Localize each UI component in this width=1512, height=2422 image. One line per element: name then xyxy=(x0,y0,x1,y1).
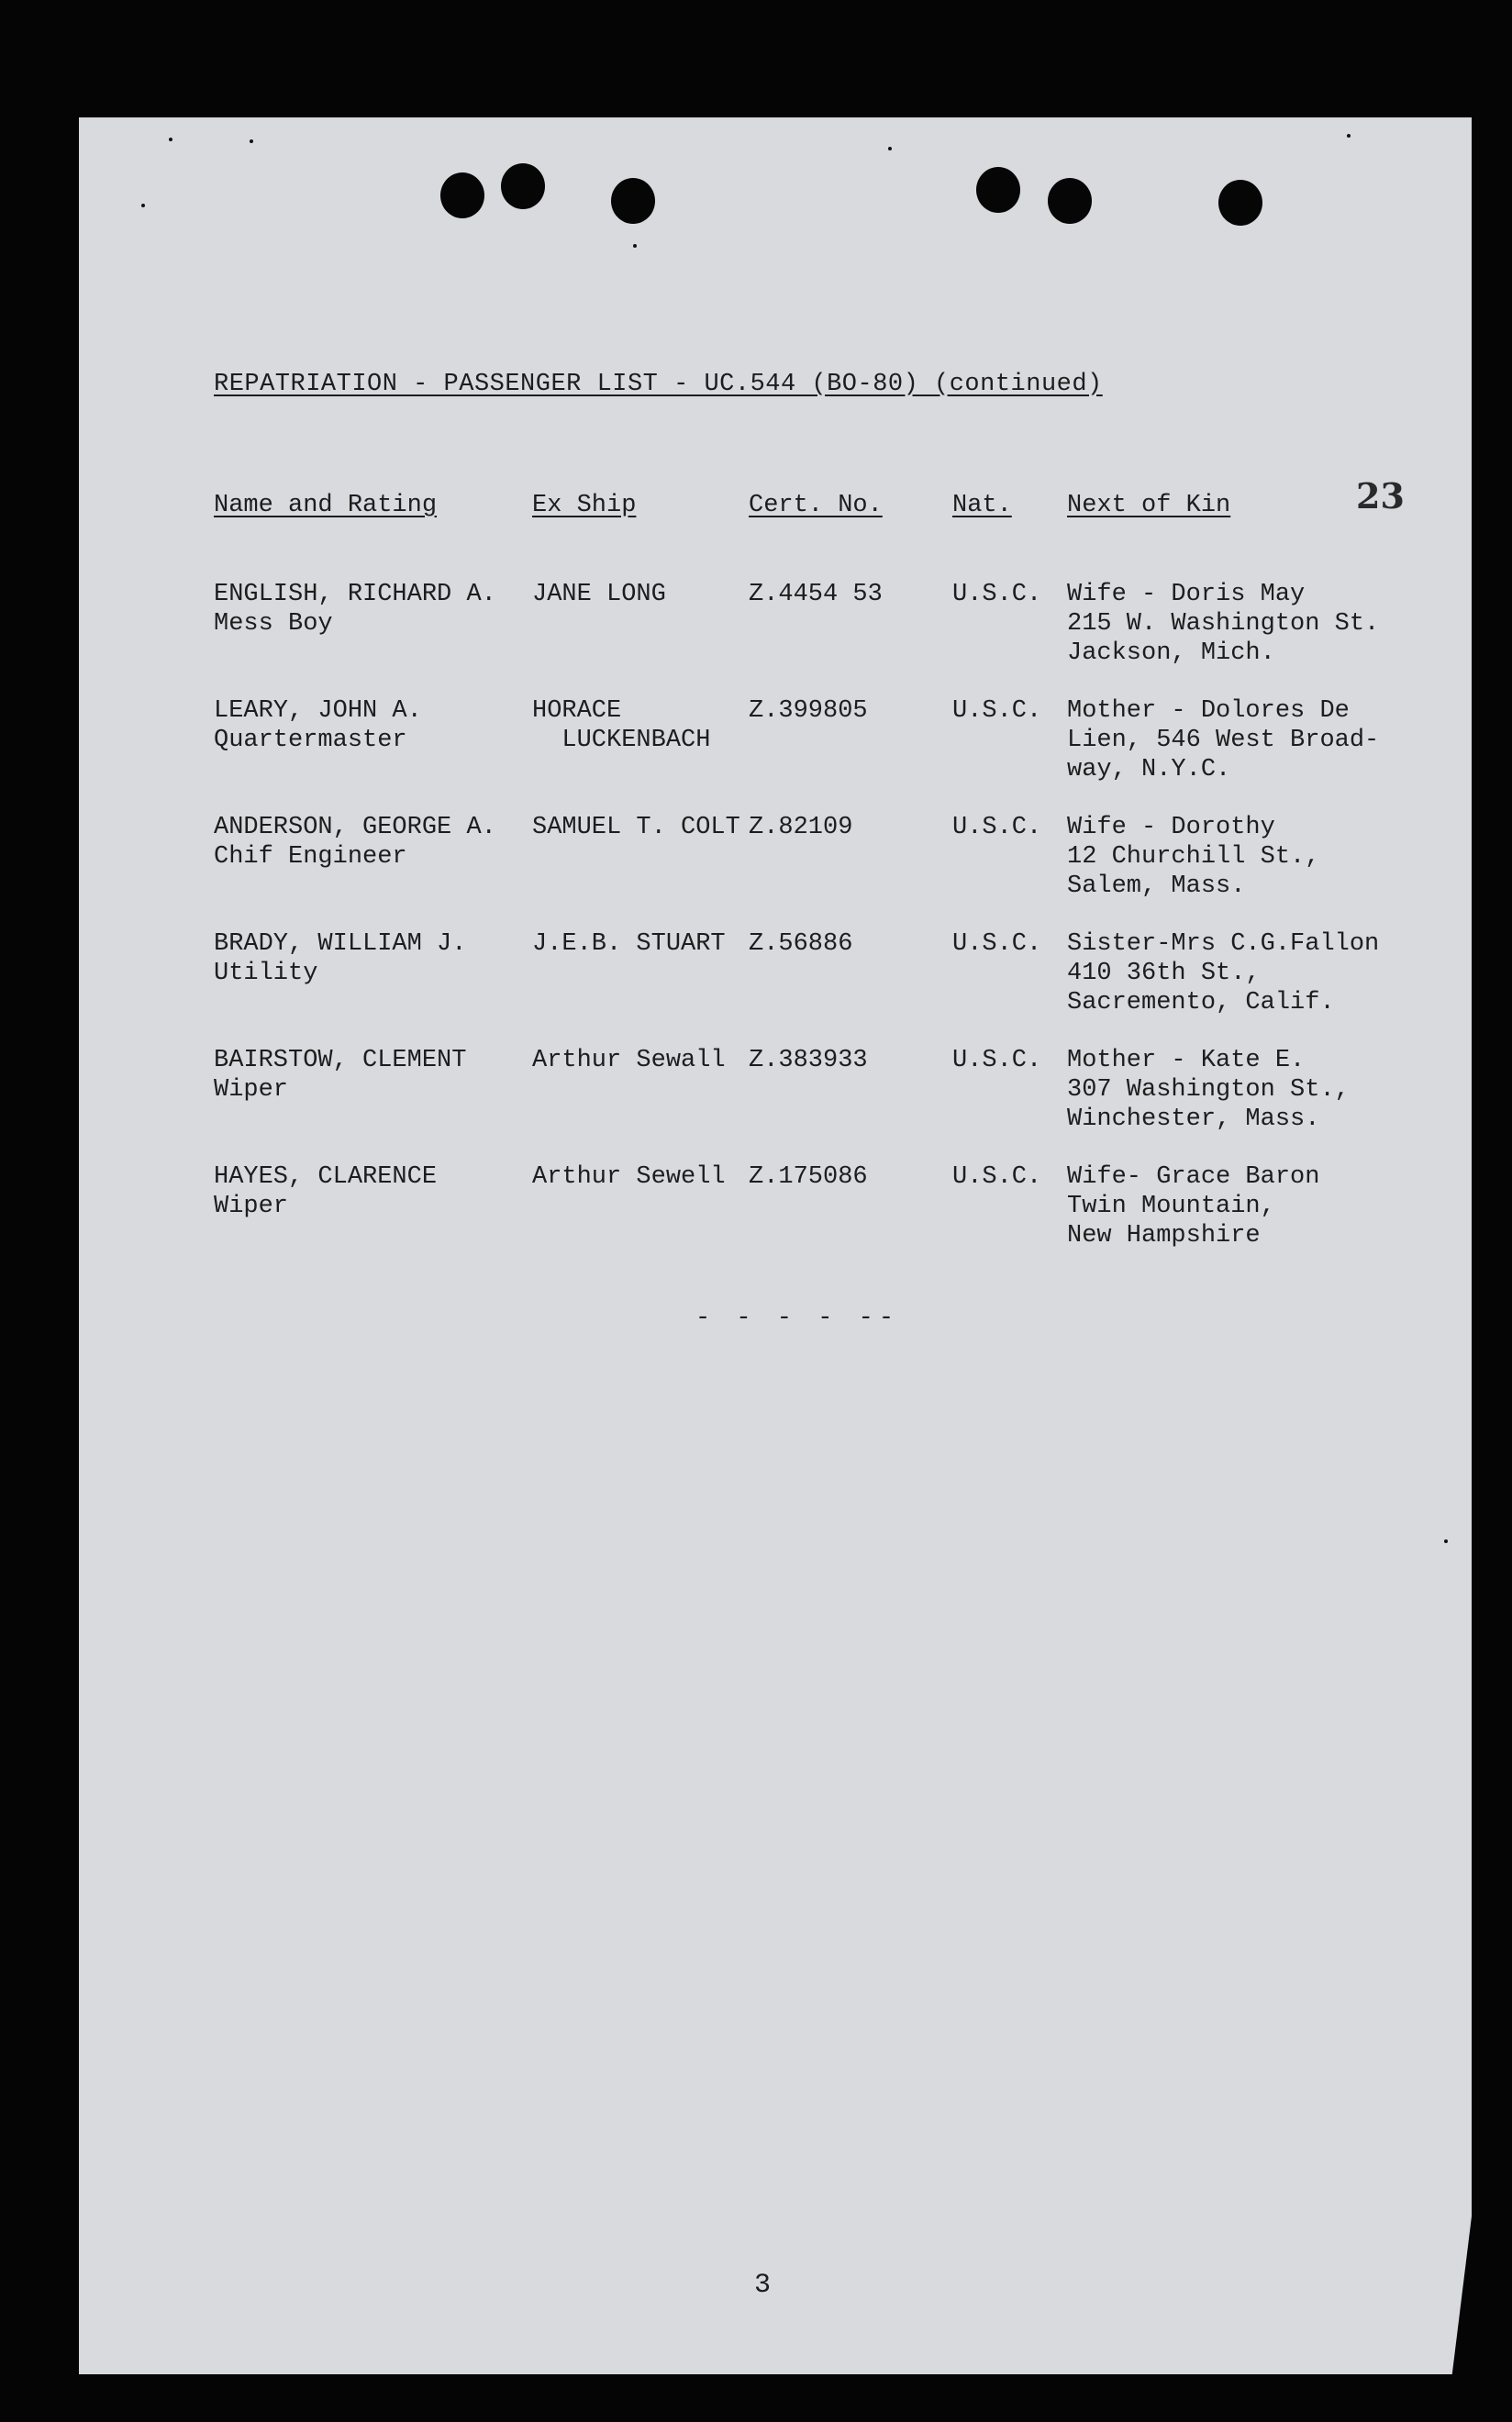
ex-ship-cell: JANE LONG xyxy=(532,581,666,608)
document-title: REPATRIATION - PASSENGER LIST - UC.544 (BO-80) (continued) xyxy=(214,371,1103,398)
passenger-name: BAIRSTOW, CLEMENT xyxy=(214,1047,467,1074)
dust-speck xyxy=(1347,134,1351,138)
table-row xyxy=(0,580,1512,681)
nationality-cell: U.S.C. xyxy=(952,697,1042,725)
kin-line: Sister-Mrs C.G.Fallon xyxy=(1067,930,1380,958)
passenger-name: HAYES, CLARENCE xyxy=(214,1163,438,1191)
nationality-cell: U.S.C. xyxy=(952,814,1042,841)
kin-line: Jackson, Mich. xyxy=(1067,639,1275,667)
kin-line: 12 Churchill St., xyxy=(1067,843,1320,871)
passenger-rating: Chif Engineer xyxy=(214,843,407,871)
table-row xyxy=(0,1046,1512,1147)
dust-speck xyxy=(169,138,172,141)
name-rating-cell xyxy=(214,696,422,755)
passenger-rating: Utility xyxy=(214,960,318,987)
page-tag: 23 xyxy=(1356,475,1405,517)
cert-no-cell: Z.4454 53 xyxy=(749,581,883,608)
cert-no-cell: Z.82109 xyxy=(749,814,853,841)
dust-speck xyxy=(250,139,253,143)
cert-no-cell: Z.175086 xyxy=(749,1163,868,1191)
end-of-list-mark: - - - - -- xyxy=(695,1305,900,1332)
kin-line: Salem, Mass. xyxy=(1067,872,1246,900)
ex-ship-cell: SAMUEL T. COLT xyxy=(532,814,740,841)
nationality-cell: U.S.C. xyxy=(952,1163,1042,1191)
table-row xyxy=(0,929,1512,1030)
punch-hole xyxy=(1048,178,1092,224)
passenger-name: ENGLISH, RICHARD A. xyxy=(214,581,496,608)
dust-speck xyxy=(888,147,892,150)
next-of-kin-cell xyxy=(1067,813,1319,901)
next-of-kin-cell xyxy=(1067,929,1379,1017)
header-name-rating: Name and Rating xyxy=(214,492,438,519)
ex-ship-cell: HORACE LUCKENBACH xyxy=(532,697,711,754)
nationality-cell: U.S.C. xyxy=(952,1047,1042,1074)
dust-speck xyxy=(1444,1539,1448,1543)
passenger-rating: Wiper xyxy=(214,1076,289,1104)
header-nationality: Nat. xyxy=(952,492,1012,519)
dust-speck xyxy=(633,244,637,248)
name-rating-cell xyxy=(214,1046,466,1105)
name-rating-cell xyxy=(214,1162,437,1221)
name-rating-cell xyxy=(214,929,466,988)
punch-hole xyxy=(611,178,655,224)
ex-ship-cell: J.E.B. STUART xyxy=(532,930,726,958)
kin-line: Sacremento, Calif. xyxy=(1067,989,1335,1017)
kin-line: 410 36th St., xyxy=(1067,960,1261,987)
kin-line: Winchester, Mass. xyxy=(1067,1105,1320,1133)
passenger-rating: Mess Boy xyxy=(214,610,333,638)
kin-line: Wife- Grace Baron xyxy=(1067,1163,1320,1191)
kin-line: Twin Mountain, xyxy=(1067,1193,1275,1220)
passenger-name: BRADY, WILLIAM J. xyxy=(214,930,467,958)
next-of-kin-cell xyxy=(1067,1046,1350,1134)
passenger-rating: Wiper xyxy=(214,1193,289,1220)
table-row xyxy=(0,813,1512,914)
next-of-kin-cell xyxy=(1067,580,1379,668)
next-of-kin-cell xyxy=(1067,696,1379,784)
cert-no-cell: Z.56886 xyxy=(749,930,853,958)
table-row xyxy=(0,1162,1512,1263)
nationality-cell: U.S.C. xyxy=(952,581,1042,608)
kin-line: Lien, 546 West Broad- xyxy=(1067,727,1380,754)
punch-hole xyxy=(440,172,484,218)
kin-line: Mother - Dolores De xyxy=(1067,697,1350,725)
punch-hole xyxy=(1218,180,1262,226)
ex-ship-cell: Arthur Sewell xyxy=(532,1163,726,1191)
table-row xyxy=(0,696,1512,797)
punch-hole xyxy=(501,163,545,209)
header-next-of-kin: Next of Kin xyxy=(1067,492,1231,519)
header-ex-ship: Ex Ship xyxy=(532,492,637,519)
passenger-rating: Quartermaster xyxy=(214,727,407,754)
kin-line: way, N.Y.C. xyxy=(1067,756,1231,783)
dust-speck xyxy=(141,204,145,207)
next-of-kin-cell xyxy=(1067,1162,1319,1250)
ex-ship-cell: Arthur Sewall xyxy=(532,1047,726,1074)
kin-line: Wife - Dorothy xyxy=(1067,814,1275,841)
kin-line: 215 W. Washington St. xyxy=(1067,610,1380,638)
header-cert-no: Cert. No. xyxy=(749,492,883,519)
passenger-name: ANDERSON, GEORGE A. xyxy=(214,814,496,841)
name-rating-cell xyxy=(214,580,496,639)
kin-line: Wife - Doris May xyxy=(1067,581,1306,608)
cert-no-cell: Z.383933 xyxy=(749,1047,868,1074)
nationality-cell: U.S.C. xyxy=(952,930,1042,958)
passenger-name: LEARY, JOHN A. xyxy=(214,697,422,725)
name-rating-cell xyxy=(214,813,496,872)
kin-line: New Hampshire xyxy=(1067,1222,1261,1250)
page-number: 3 xyxy=(754,2270,772,2301)
cert-no-cell: Z.399805 xyxy=(749,697,868,725)
kin-line: Mother - Kate E. xyxy=(1067,1047,1306,1074)
punch-hole xyxy=(976,167,1020,213)
kin-line: 307 Washington St., xyxy=(1067,1076,1350,1104)
